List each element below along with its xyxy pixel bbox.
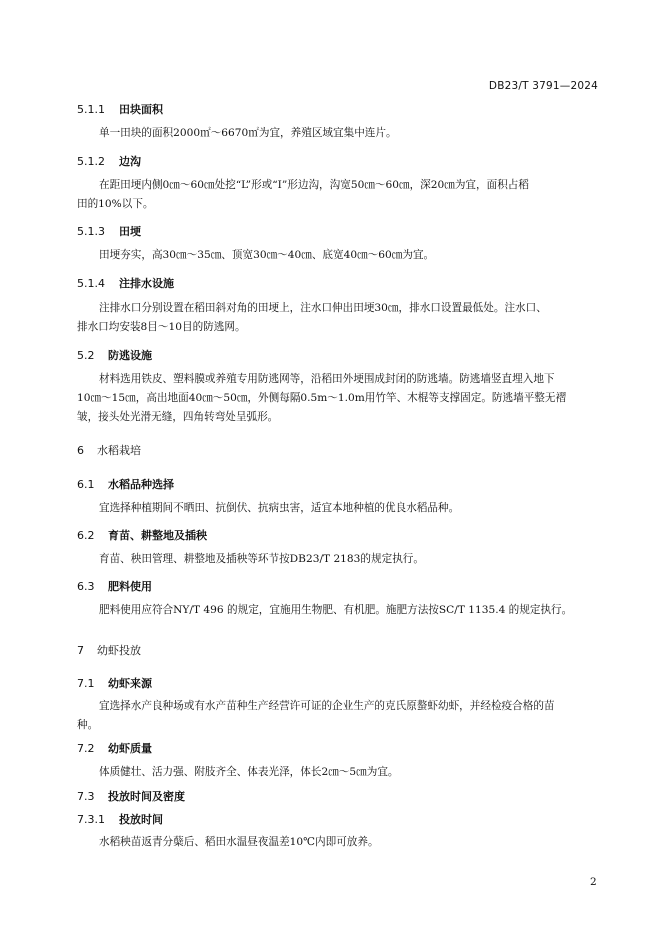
paragraph-line: 育苗、秧田管理、耕整地及插秧等环节按DB23/T 2183的规定执行。 [99,553,424,565]
paragraph-line: 皱，接头处光滑无缝，四角转弯处呈弧形。 [77,411,279,423]
section-number: 7.3 [77,790,95,803]
section-title: 田埂 [119,225,141,238]
section-heading-7-1 [77,675,152,691]
chapter-heading-7 [77,642,141,658]
section-heading-5-1-3 [77,223,141,239]
paragraph-line: 体质健壮、活力强、附肢齐全、体表光泽，体长2㎝～5㎝为宜。 [99,766,399,778]
document-code: DB23/T 3791—2024 [488,80,598,92]
chapter-heading-6 [77,442,141,458]
paragraph-line: 宜选择种植期间不晒田、抗倒伏、抗病虫害，适宜本地种植的优良水稻品种。 [99,502,460,514]
paragraph-5-1-1 [77,124,599,143]
section-title: 投放时间及密度 [108,790,185,803]
section-title: 肥料使用 [108,580,152,593]
section-heading-5-1-4 [77,275,174,291]
section-heading-6-1 [77,476,174,492]
section-heading-7-3-1 [77,811,163,827]
paragraph-6-2 [77,550,599,569]
paragraph-5-1-3 [77,246,599,265]
section-heading-5-1-1 [77,101,163,117]
paragraph-line: 排水口均安装8目～10目的防逃网。 [77,321,246,333]
paragraph-line: 单一田块的面积2000㎡～6670㎡为宜，养殖区域宜集中连片。 [99,127,397,139]
section-number: 5.1.2 [77,155,105,168]
page-number: 2 [590,876,597,888]
section-number: 7 [77,644,84,657]
section-title: 水稻品种选择 [108,478,174,491]
paragraph-line: 宜选择水产良种场或有水产苗种生产经营许可证的企业生产的克氏原螯虾幼虾，并经检疫合格的苗 [99,700,555,712]
paragraph-7-2 [77,763,599,782]
section-heading-5-2 [77,347,152,363]
section-title: 防逃设施 [108,349,152,362]
section-heading-6-3 [77,578,152,594]
section-title: 幼虾质量 [108,742,152,755]
section-title: 幼虾投放 [97,644,141,657]
paragraph-line: 10㎝～15㎝，高出地面40㎝～50㎝，外侧每隔0.5m～1.0m用竹竿、木棍等支撑固定。防逃墙平整无褶 [77,392,567,404]
section-title: 育苗、耕整地及插秧 [108,529,207,542]
section-number: 5.2 [77,349,95,362]
paragraph-6-1 [77,499,599,518]
section-number: 7.3.1 [77,813,105,826]
section-number: 6.2 [77,529,95,542]
paragraph-7-3-1 [77,833,599,852]
section-title: 水稻栽培 [97,444,141,457]
section-title: 注排水设施 [119,277,174,290]
paragraph-line: 种。 [77,719,99,731]
section-heading-5-1-2 [77,153,141,169]
section-heading-7-2 [77,740,152,756]
section-title: 边沟 [119,155,141,168]
section-number: 6.1 [77,478,95,491]
paragraph-line: 田埂夯实，高30㎝～35㎝、顶宽30㎝～40㎝、底宽40㎝～60㎝为宜。 [99,249,435,261]
paragraph-line: 田的10%以下。 [77,198,154,210]
paragraph-line: 肥料使用应符合NY/T 496 的规定，宜施用生物肥、有机肥。施肥方法按SC/T 1135.4 的规定执行。 [99,604,573,616]
section-number: 6.3 [77,580,95,593]
paragraph-line: 在距田埂内侧0㎝～60㎝处挖“L”形或“I”形边沟，沟宽50㎝～60㎝，深20㎝为宜，面积占稻 [99,179,529,191]
section-number: 5.1.1 [77,103,105,116]
paragraph-5-1-4 [77,299,599,337]
paragraph-line: 材料选用铁皮、塑料膜或养殖专用防逃网等，沿稻田外埂围成封闭的防逃墙。防逃墙竖直埋入地下 [99,373,555,385]
section-number: 5.1.3 [77,225,105,238]
section-heading-7-3 [77,788,185,804]
section-number: 6 [77,444,84,457]
section-title: 投放时间 [119,813,163,826]
paragraph-6-3 [77,601,599,620]
paragraph-7-1 [77,697,599,735]
section-number: 5.1.4 [77,277,105,290]
section-heading-6-2 [77,527,207,543]
section-title: 幼虾来源 [108,677,152,690]
paragraph-line: 水稻秧苗返青分蘖后、稻田水温昼夜温差10℃内即可放养。 [99,836,379,848]
section-title: 田块面积 [119,103,163,116]
section-number: 7.2 [77,742,95,755]
paragraph-5-2 [77,370,599,427]
paragraph-line: 注排水口分别设置在稻田斜对角的田埂上，注水口伸出田埂30㎝，排水口设置最低处。注水口、 [99,302,547,314]
section-number: 7.1 [77,677,95,690]
paragraph-5-1-2 [77,176,599,214]
